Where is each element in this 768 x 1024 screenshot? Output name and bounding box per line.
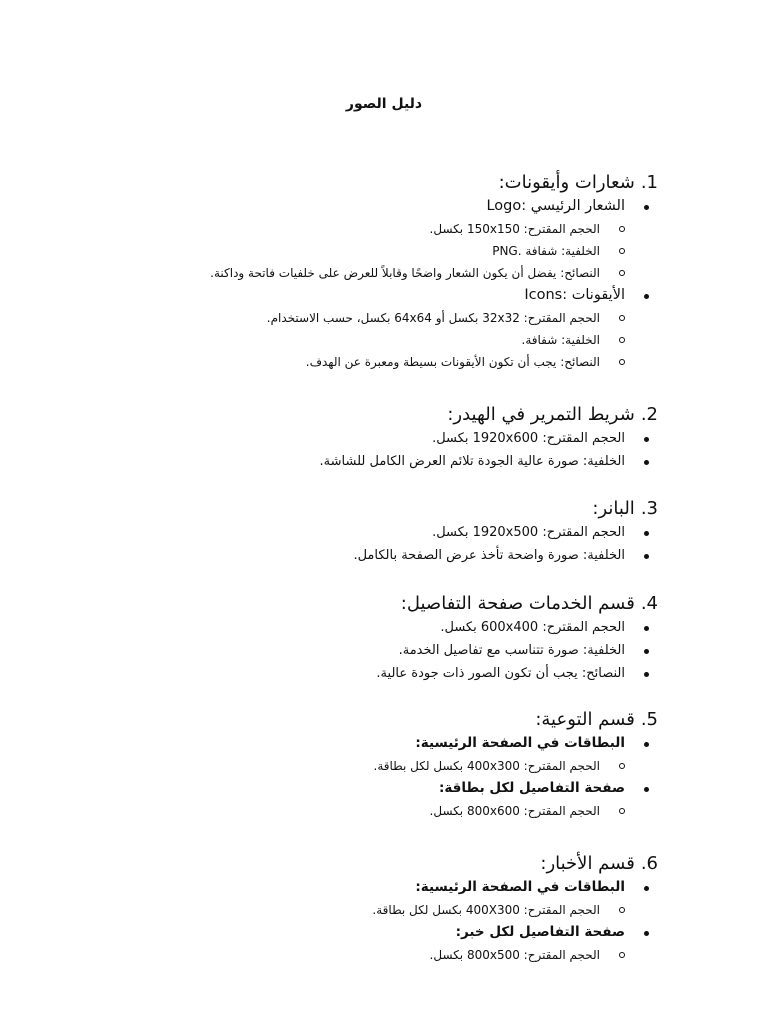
list-item: صفحة التفاصيل لكل خبر:	[98, 921, 658, 944]
list-item: الأيقونات :Icons	[98, 284, 658, 307]
list-item: الخلفية: صورة عالية الجودة تلائم العرض الكامل للشاشة.	[98, 450, 658, 473]
section-heading	[98, 592, 658, 616]
section-title: شعارات وأيقونات:	[498, 172, 635, 193]
list-item: صفحة التفاصيل لكل بطاقة:	[98, 777, 658, 800]
sub-list-item: الخلفية: شفافة .PNG	[98, 240, 658, 262]
bullet-list	[98, 616, 658, 685]
bullet-list	[98, 732, 658, 822]
section-number: 5.	[640, 709, 658, 730]
sub-list-item: الحجم المقترح: 800x500 بكسل.	[98, 944, 658, 966]
document-title: دليل الصور	[345, 96, 423, 112]
section-number: 6.	[640, 853, 658, 874]
sub-list-item: النصائح: يجب أن تكون الأيقونات بسيطة ومعبرة عن الهدف.	[98, 351, 658, 373]
bullet-list	[98, 521, 658, 567]
section-heading	[98, 497, 658, 521]
section-title: قسم الأخبار:	[540, 853, 635, 874]
list-item: الحجم المقترح: 1920x600 بكسل.	[98, 427, 658, 450]
list-item: الحجم المقترح: 1920x500 بكسل.	[98, 521, 658, 544]
section-heading	[98, 403, 658, 427]
sub-list-item: الحجم المقترح: 150x150 بكسل.	[98, 218, 658, 240]
list-item: الخلفية: صورة واضحة تأخذ عرض الصفحة بالكامل.	[98, 544, 658, 567]
section-title: شريط التمرير في الهيدر:	[447, 404, 635, 425]
section-title: قسم الخدمات صفحة التفاصيل:	[400, 593, 635, 614]
list-item: الخلفية: صورة تتناسب مع تفاصيل الخدمة.	[98, 639, 658, 662]
sub-list-item: الحجم المقترح: 32x32 بكسل أو 64x64 بكسل، حسب الاستخدام.	[98, 307, 658, 329]
sub-list-item: الخلفية: شفافة.	[98, 329, 658, 351]
section-heading	[98, 852, 658, 876]
section-heading	[98, 171, 658, 195]
section-number: 1.	[640, 172, 658, 193]
list-item: البطاقات في الصفحة الرئيسية:	[98, 732, 658, 755]
sub-list-item: النصائح: يفضل أن يكون الشعار واضحًا وقابلاً للعرض على خلفيات فاتحة وداكنة.	[98, 262, 658, 284]
bullet-list	[98, 876, 658, 966]
section-number: 3.	[640, 498, 658, 519]
bullet-list	[98, 195, 658, 373]
section-title: قسم التوعية:	[535, 709, 635, 730]
section-logos-icons	[98, 171, 658, 373]
list-item: البطاقات في الصفحة الرئيسية:	[98, 876, 658, 899]
section-number: 4.	[640, 593, 658, 614]
list-item: النصائح: يجب أن تكون الصور ذات جودة عالية.	[98, 662, 658, 685]
section-number: 2.	[640, 404, 658, 425]
section-news	[98, 852, 658, 966]
sub-list-item: الحجم المقترح: 400x300 بكسل لكل بطاقة.	[98, 755, 658, 777]
sub-list-item: الحجم المقترح: 400X300 بكسل لكل بطاقة.	[98, 899, 658, 921]
list-item: الحجم المقترح: 600x400 بكسل.	[98, 616, 658, 639]
section-title: البانر:	[592, 498, 635, 519]
section-services-details	[98, 592, 658, 685]
section-header-slider	[98, 403, 658, 473]
section-awareness	[98, 708, 658, 822]
sub-list-item: الحجم المقترح: 800x600 بكسل.	[98, 800, 658, 822]
section-heading	[98, 708, 658, 732]
bullet-list	[98, 427, 658, 473]
section-banner	[98, 497, 658, 567]
list-item: الشعار الرئيسي :Logo	[98, 195, 658, 218]
